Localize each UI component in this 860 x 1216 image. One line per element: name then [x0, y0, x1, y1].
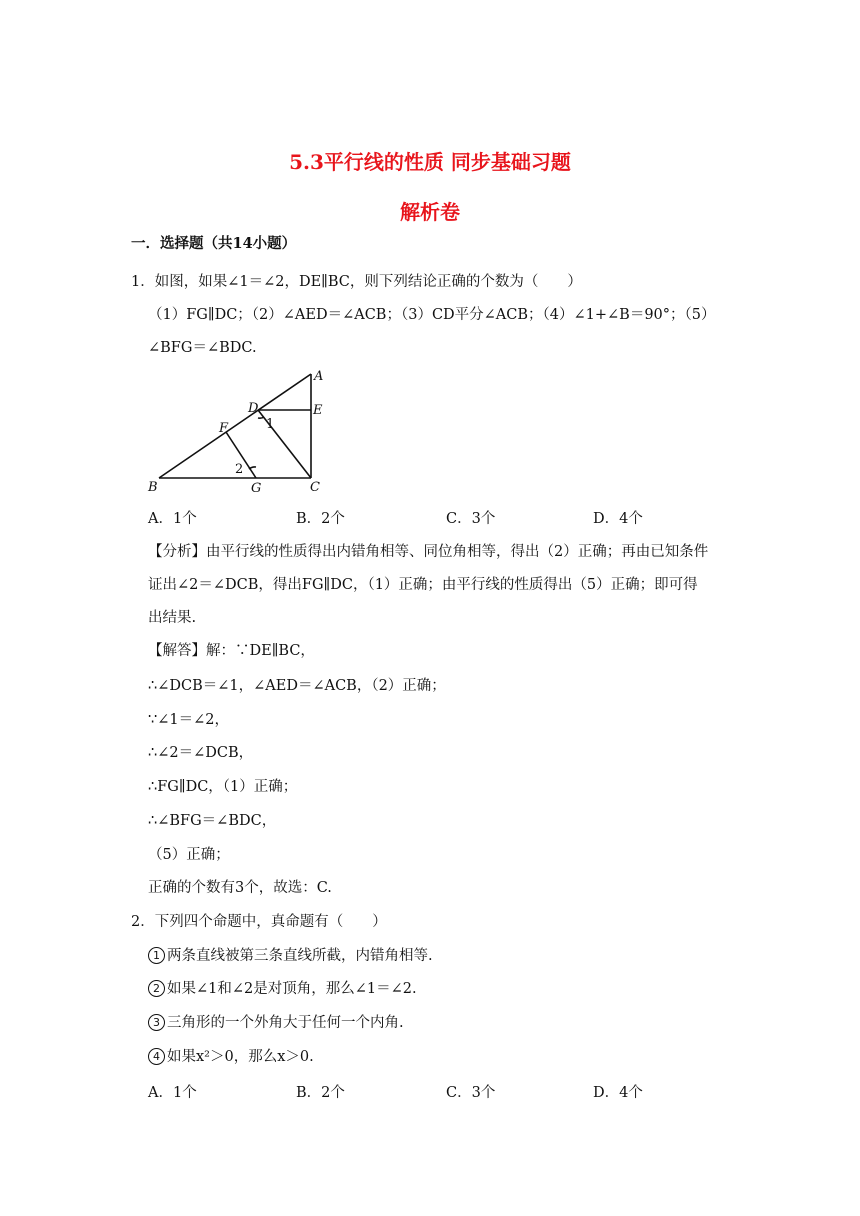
- question-1-solution-line-7: （5）正确；: [148, 847, 230, 863]
- page-title: 5.3平行线的性质 同步基础习题: [289, 150, 571, 174]
- label-d: D: [248, 401, 259, 416]
- question-1-stem: 1．如图，如果∠1＝∠2，DE∥BC，则下列结论正确的个数为（ ）: [131, 274, 582, 290]
- question-1-statements-line-2: ∠BFG＝∠BDC.: [148, 340, 257, 356]
- question-1-option-b: B．2个: [296, 511, 345, 527]
- question-1-solution-line-6: ∴∠BFG＝∠BDC，: [148, 813, 277, 829]
- label-g: G: [251, 481, 262, 496]
- question-1-analysis-line-2: 证出∠2＝∠DCB，得出FG∥DC，（1）正确；由平行线的性质得出（5）正确；即可得: [148, 577, 698, 593]
- question-1-solution-line-2: ∴∠DCB＝∠1，∠AED＝∠ACB，（2）正确；: [148, 678, 446, 694]
- label-f: F: [219, 421, 229, 436]
- question-1-statements-line-1: （1）FG∥DC；（2）∠AED＝∠ACB；（3）CD平分∠ACB；（4）∠1+∠B＝90°；（5）: [148, 307, 716, 323]
- question-1-figure: [144, 366, 344, 496]
- question-1-analysis-line-1: 【分析】由平行线的性质得出内错角相等、同位角相等，得出（2）正确；再由已知条件: [148, 544, 709, 560]
- question-2-option-c: C．3个: [446, 1085, 496, 1101]
- question-1-solution-line-1: 【解答】解：∵DE∥BC，: [148, 643, 315, 659]
- question-2-prop-1: 1 两条直线被第三条直线所截，内错角相等.: [148, 946, 433, 966]
- question-1-option-c: C．3个: [446, 511, 496, 527]
- question-2-prop-2: 2 如果∠1和∠2是对顶角，那么∠1＝∠2.: [148, 979, 417, 999]
- question-1-analysis-line-3: 出结果.: [148, 610, 197, 626]
- page-subtitle: 解析卷: [400, 200, 460, 224]
- circled-number-1: 1: [148, 947, 165, 964]
- question-1-solution-line-8: 正确的个数有3个，故选：C.: [148, 880, 332, 896]
- question-1-solution-line-3: ∵∠1＝∠2，: [148, 712, 229, 728]
- question-1-solution-line-4: ∴∠2＝∠DCB，: [148, 745, 254, 761]
- question-1-option-a: A．1个: [148, 511, 197, 527]
- question-1-solution-line-5: ∴FG∥DC，（1）正确；: [148, 779, 298, 795]
- circled-number-3: 3: [148, 1014, 165, 1031]
- circled-number-4: 4: [148, 1048, 165, 1065]
- label-1: 1: [266, 417, 275, 432]
- question-1-option-d: D．4个: [593, 511, 643, 527]
- question-2-option-b: B．2个: [296, 1085, 345, 1101]
- question-2-prop-4: 4 如果x²＞0，那么x＞0.: [148, 1047, 314, 1067]
- label-e: E: [313, 403, 323, 418]
- question-2-prop-3: 3 三角形的一个外角大于任何一个内角.: [148, 1013, 404, 1033]
- circled-number-2: 2: [148, 980, 165, 997]
- question-2-stem: 2．下列四个命题中，真命题有（ ）: [131, 914, 387, 930]
- label-2: 2: [235, 462, 244, 477]
- label-c: C: [310, 480, 320, 495]
- section-heading: 一．选择题（共14小题）: [131, 235, 297, 252]
- label-a: A: [314, 369, 324, 384]
- question-2-option-d: D．4个: [593, 1085, 643, 1101]
- question-2-option-a: A．1个: [148, 1085, 197, 1101]
- label-b: B: [148, 480, 158, 495]
